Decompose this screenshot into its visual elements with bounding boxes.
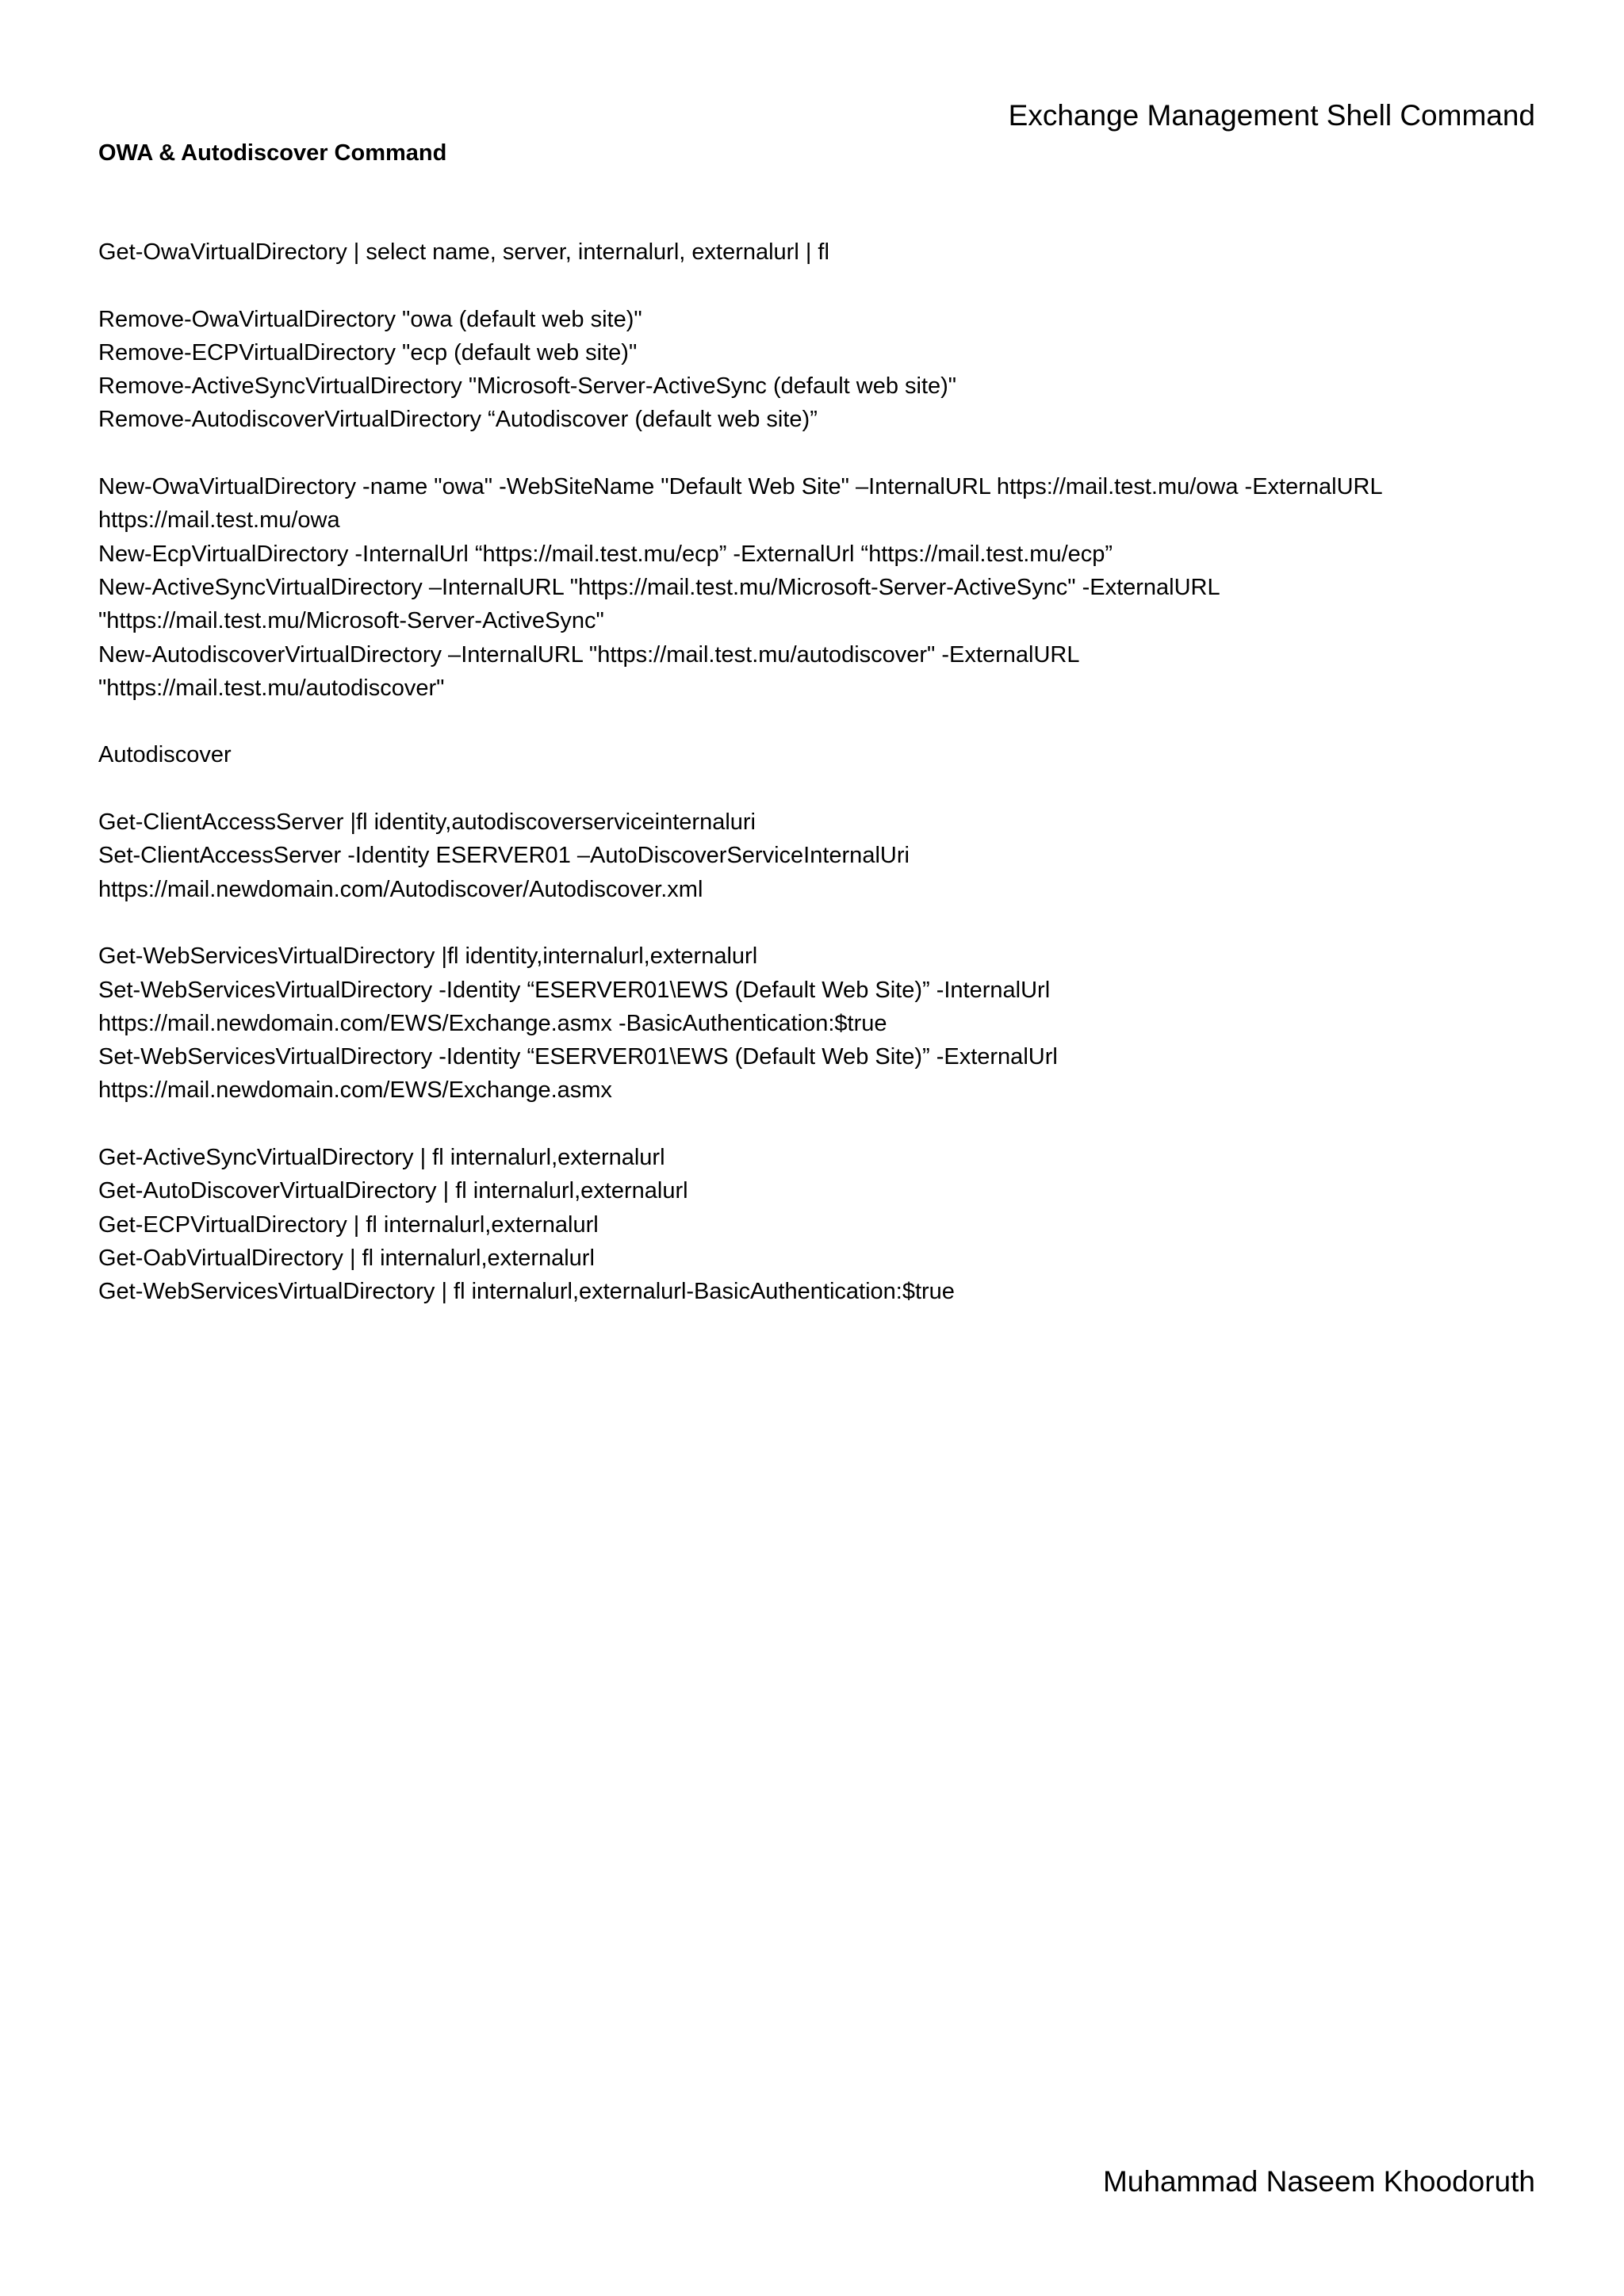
command-block	[98, 235, 1526, 269]
command-line: Get-AutoDiscoverVirtualDirectory | fl internalurl,externalurl	[98, 1178, 688, 1204]
command-block	[98, 1141, 1526, 1308]
command-line: Get-WebServicesVirtualDirectory | fl internalurl,externalurl-BasicAuthentication:$true	[98, 1279, 955, 1305]
command-line: Remove-OwaVirtualDirectory "owa (default web site)"	[98, 306, 642, 332]
command-line: https://mail.test.mu/owa	[98, 507, 340, 534]
command-line: https://mail.newdomain.com/Autodiscover/Autodiscover.xml	[98, 876, 703, 902]
command-block	[98, 738, 1526, 771]
command-line: Get-ActiveSyncVirtualDirectory | fl internalurl,externalurl	[98, 1145, 665, 1171]
command-line: "https://mail.test.mu/Microsoft-Server-ActiveSync"	[98, 608, 604, 634]
command-line: New-OwaVirtualDirectory -name "owa" -WebSiteName "Default Web Site" –InternalURL https://mail.test.mu/owa -ExternalURL	[98, 474, 1383, 500]
command-line: Set-WebServicesVirtualDirectory -Identity “ESERVER01\EWS (Default Web Site)” -InternalUrl	[98, 977, 1051, 1003]
command-block	[98, 806, 1526, 906]
command-line: Autodiscover	[98, 742, 232, 768]
page-header: Exchange Management Shell Command	[1008, 99, 1535, 132]
command-line: Get-WebServicesVirtualDirectory |fl identity,internalurl,externalurl	[98, 943, 758, 970]
command-line: Remove-AutodiscoverVirtualDirectory “Autodiscover (default web site)”	[98, 407, 818, 433]
command-line: Set-ClientAccessServer -Identity ESERVER01 –AutoDiscoverServiceInternalUri	[98, 843, 910, 869]
command-line: Get-OabVirtualDirectory | fl internalurl,externalurl	[98, 1245, 595, 1271]
command-line: Remove-ActiveSyncVirtualDirectory "Microsoft-Server-ActiveSync (default web site)"	[98, 373, 957, 400]
command-line: Remove-ECPVirtualDirectory "ecp (default web site)"	[98, 339, 638, 365]
command-line: Get-ClientAccessServer |fl identity,autodiscoverserviceinternaluri	[98, 809, 756, 836]
author-name: Muhammad Naseem Khoodoruth	[1102, 2165, 1535, 2198]
command-line: Set-WebServicesVirtualDirectory -Identity “ESERVER01\EWS (Default Web Site)” -ExternalUrl	[98, 1044, 1058, 1070]
command-line: https://mail.newdomain.com/EWS/Exchange.asmx -BasicAuthentication:$true	[98, 1010, 887, 1036]
command-block	[98, 303, 1526, 437]
command-line: New-ActiveSyncVirtualDirectory –InternalURL "https://mail.test.mu/Microsoft-Server-ActiveSync" -ExternalURL	[98, 574, 1220, 600]
command-line: "https://mail.test.mu/autodiscover"	[98, 675, 445, 701]
command-block	[98, 470, 1526, 705]
command-list	[98, 235, 1526, 1342]
command-line: New-AutodiscoverVirtualDirectory –InternalURL "https://mail.test.mu/autodiscover" -ExternalURL	[98, 641, 1080, 668]
command-line: https://mail.newdomain.com/EWS/Exchange.asmx	[98, 1077, 612, 1104]
command-line: Get-ECPVirtualDirectory | fl internalurl,externalurl	[98, 1211, 599, 1238]
section-title: OWA & Autodiscover Command	[98, 140, 447, 166]
command-block	[98, 939, 1526, 1107]
command-line: Get-OwaVirtualDirectory | select name, server, internalurl, externalurl | fl	[98, 239, 829, 265]
command-line: New-EcpVirtualDirectory -InternalUrl “https://mail.test.mu/ecp” -ExternalUrl “https://mail.test.mu/ecp”	[98, 541, 1113, 567]
